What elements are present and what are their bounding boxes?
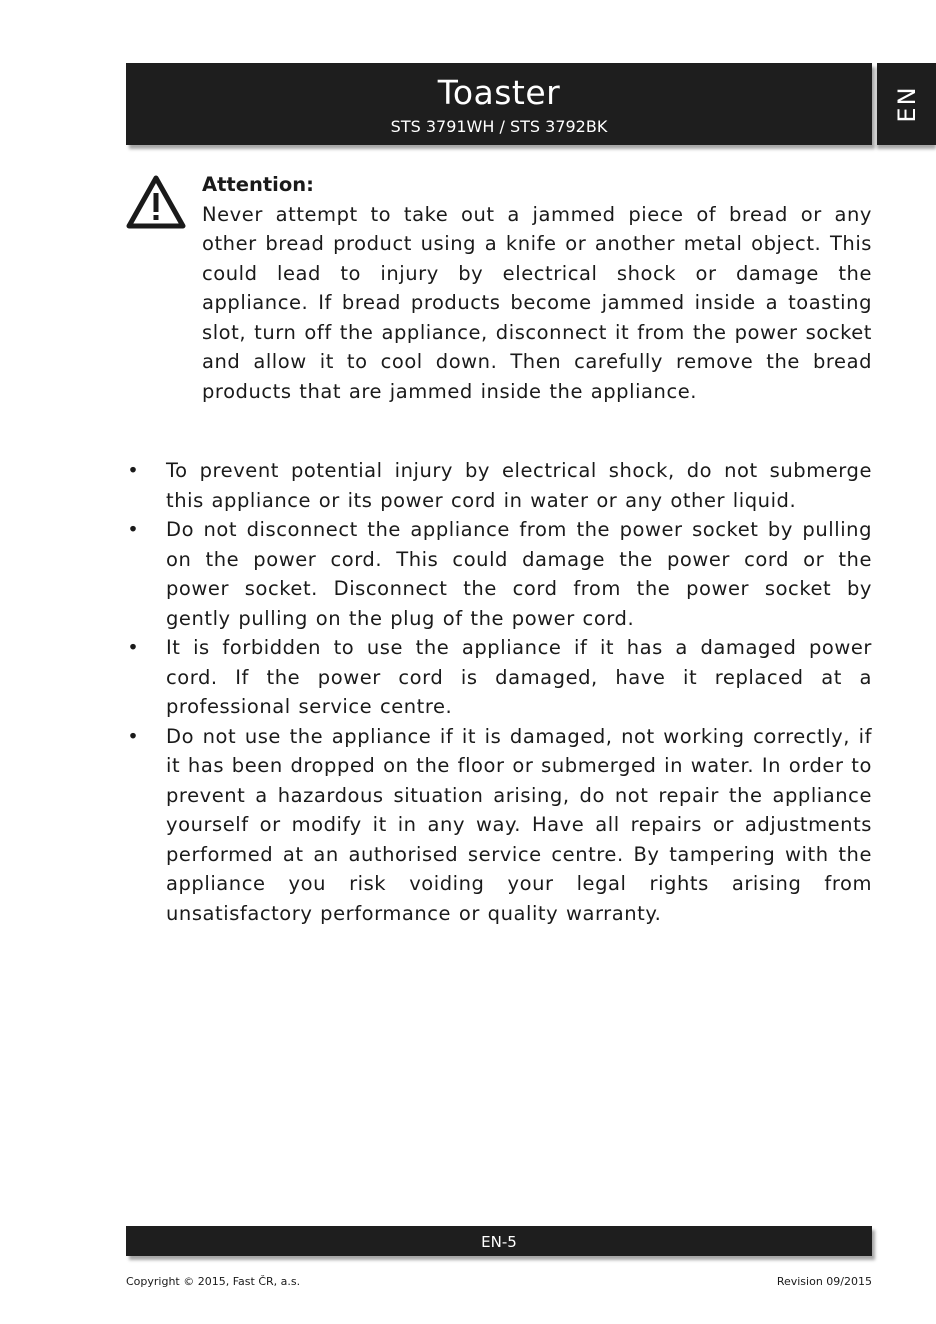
bullet-marker: • xyxy=(127,459,139,482)
footer-page-number: EN-5 xyxy=(126,1226,872,1256)
list-item xyxy=(126,633,872,722)
bullet-marker: • xyxy=(127,636,139,659)
bullet-marker: • xyxy=(127,724,139,748)
list-item xyxy=(126,722,872,929)
page-title: Toaster xyxy=(437,73,561,112)
list-item xyxy=(126,515,872,633)
list-item-text: Do not use the appliance if it is damaged, not working correctly, if it has been dropped on the floor or submerged in water. In order to prevent a hazardous situation arising, do not repair the appliance yourself or modify it in any way. Have all repairs or adjustments performed at an authorised service centre. By tampering with the appliance you risk voiding your legal rights arising from unsatisfactory performance or quality warranty. xyxy=(166,724,872,925)
warning-triangle-icon xyxy=(126,175,186,230)
bullet-marker: • xyxy=(127,518,139,541)
attention-text: Never attempt to take out a jammed piece of bread or any other bread product using a knife or another metal object. This could lead to injury by electrical shock or damage the appliance. If bread products become jammed inside a toasting slot, turn off the appliance, disconnect it from the power socket and allow it to cool down. Then carefully remove the bread products that are jammed inside the appliance. xyxy=(202,202,872,403)
list-item xyxy=(126,456,872,515)
copyright-notice: Copyright © 2015, Fast ČR, a.s. xyxy=(126,1275,301,1288)
language-label: EN xyxy=(892,85,921,123)
attention-title: Attention: xyxy=(202,173,314,196)
page-header xyxy=(126,63,872,145)
attention-block xyxy=(202,170,872,406)
language-tab xyxy=(877,63,936,145)
list-item-text: To prevent potential injury by electrical shock, do not submerge this appliance or its power cord in water or any other liquid. xyxy=(166,459,872,512)
list-item-text: It is forbidden to use the appliance if it has a damaged power cord. If the power cord is damaged, have it replaced at a professional service centre. xyxy=(166,636,872,718)
revision-label: Revision 09/2015 xyxy=(776,1275,872,1288)
list-item-text: Do not disconnect the appliance from the power socket by pulling on the power cord. This could damage the power cord or the power socket. Disconnect the cord from the power socket by gently pulling on the plug of the power cord. xyxy=(166,518,872,630)
model-numbers: STS 3791WH / STS 3792BK xyxy=(390,117,608,136)
safety-bullet-list xyxy=(126,456,872,928)
